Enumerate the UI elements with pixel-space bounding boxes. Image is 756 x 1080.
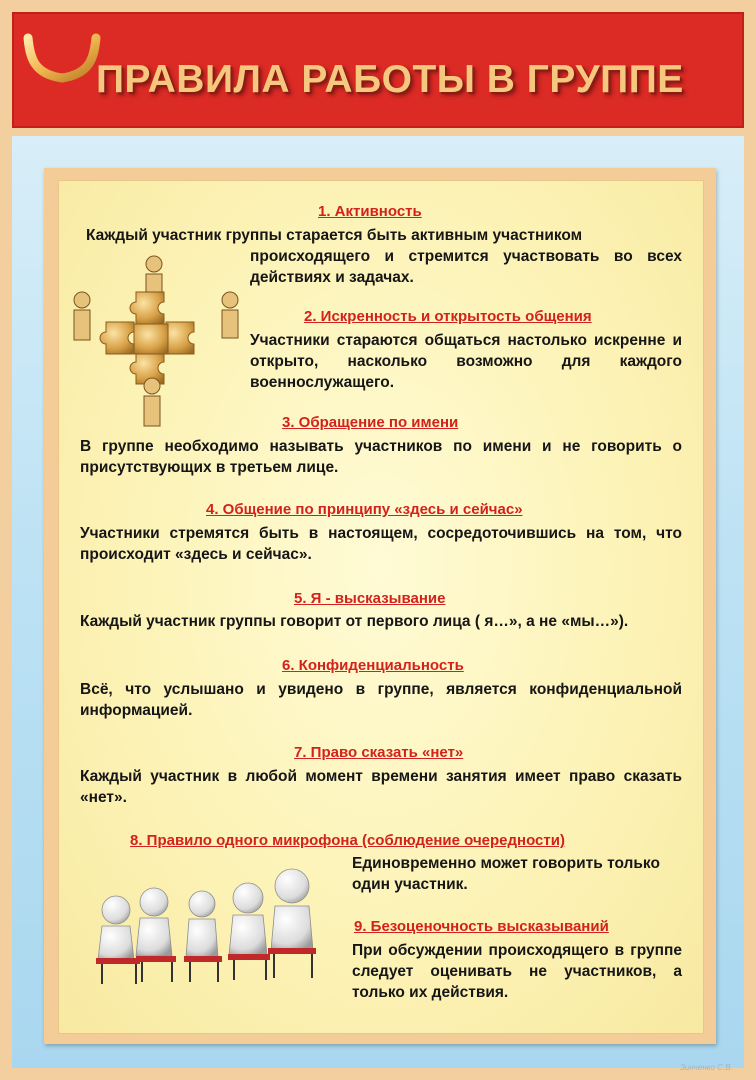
rule-4-text: Участники стремятся быть в настоящем, сосредоточившись на том, что происходит «здесь и сейчас». [80, 525, 682, 563]
rule-2-title: 2. Искренность и открытость общения [304, 308, 592, 325]
rule-7-text: Каждый участник в любой момент времени занятия имеет право сказать «нет». [80, 768, 682, 806]
rule-1-text-rest: происходящего и стремится участвовать во всех действиях и задачах. [250, 248, 682, 286]
rule-8-text: Единовременно может говорить только один участник. [352, 855, 660, 893]
rule-3-text: В группе необходимо называть участников по имени и не говорить о присутствующих в третьем лице. [80, 438, 682, 476]
signature: Зинченко С.В. [680, 1063, 733, 1072]
rule-7-title: 7. Право сказать «нет» [294, 744, 464, 761]
rule-9-text: При обсуждении происходящего в группе следует оценивать не участников, а только их действия. [352, 942, 682, 1001]
rule-5-title: 5. Я - высказывание [294, 590, 446, 607]
rule-3-title: 3. Обращение по имени [282, 414, 459, 431]
rule-2-text: Участники стараются общаться настолько искренне и открыто, насколько возможно для каждого военнослужащего. [250, 332, 682, 391]
rule-1-title: 1. Активность [318, 203, 422, 220]
rule-9-title: 9. Безоценочность высказываний [354, 918, 609, 935]
rule-5-text: Каждый участник группы говорит от первого лица ( я…», а не «мы…»). [80, 613, 629, 630]
psi-icon [22, 22, 102, 114]
rule-6-text: Всё, что услышано и увидено в группе, является конфиденциальной информацией. [80, 681, 682, 719]
rule-4-title: 4. Общение по принципу «здесь и сейчас» [206, 501, 523, 518]
rule-6-title: 6. Конфиденциальность [282, 657, 464, 674]
puzzle-figures-icon [66, 252, 244, 430]
seated-group-icon [92, 868, 330, 986]
rule-8-title: 8. Правило одного микрофона (соблюдение очередности) [130, 832, 565, 849]
poster-title: ПРАВИЛА РАБОТЫ В ГРУППЕ [96, 58, 684, 101]
rule-1-text-line1: Каждый участник группы старается быть активным участником [86, 227, 583, 244]
